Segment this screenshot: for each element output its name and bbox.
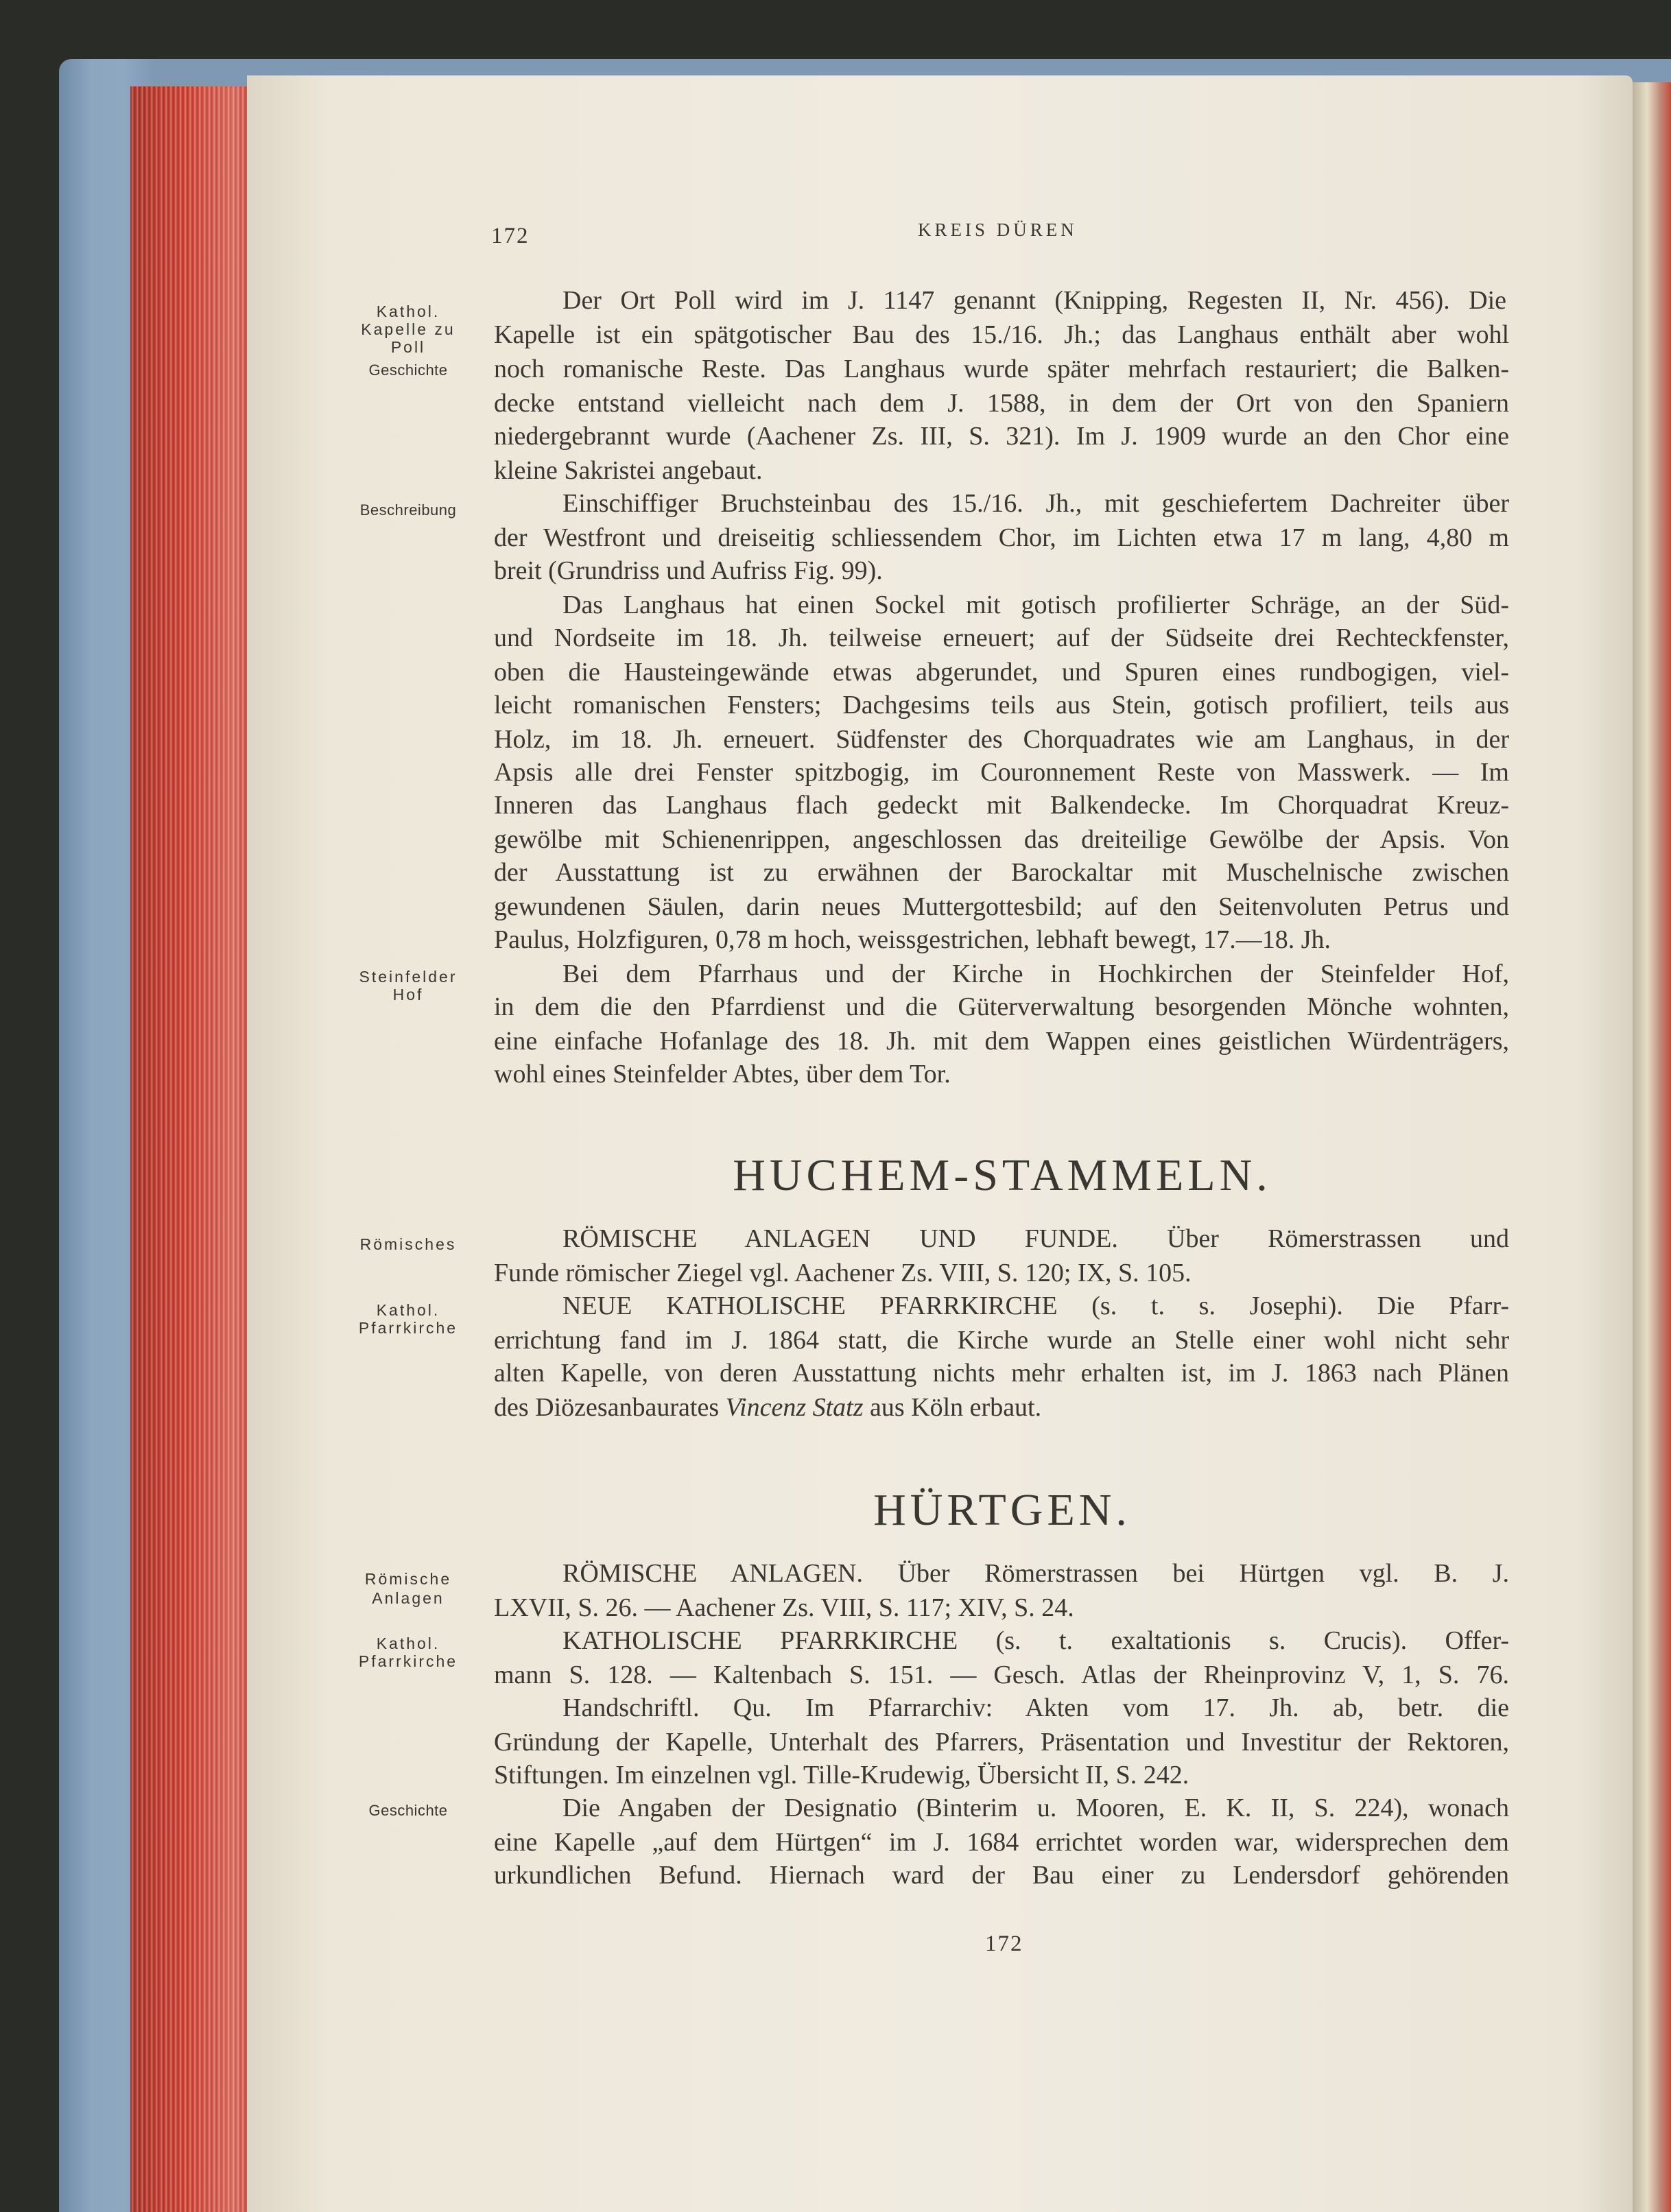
margin-note: Kathol. [376, 1634, 440, 1652]
text-segment: des Diözesanbaurates [494, 1393, 720, 1422]
text-line: eine Kapelle „auf dem Hürtgen“ im J. 1684 errichtet worden war, widersprechen dem [494, 1828, 1509, 1857]
text-line: in dem die den Pfarrdienst und die Güterverwaltung besorgenden Mönche wohnten, [494, 992, 1509, 1021]
margin-note: Römisches [359, 1235, 457, 1253]
text-line: mann S. 128. — Kaltenbach S. 151. — Gesch. Atlas der Rheinprovinz V, 1, S. 76. [494, 1661, 1509, 1689]
margin-note: Geschichte [368, 1802, 448, 1819]
text-line: Die Angaben der Designatio (Binterim u. Mooren, E. K. II, S. 224), wonach [562, 1794, 1509, 1822]
text-line: errichtung fand im J. 1864 statt, die Kirche wurde an Stelle einer wohl nicht sehr [494, 1326, 1509, 1355]
margin-note: Anlagen [372, 1589, 445, 1607]
text-line [494, 1392, 1041, 1423]
text-line: alten Kapelle, von deren Ausstattung nichts mehr erhalten ist, im J. 1863 nach Plänen [494, 1359, 1509, 1388]
text-line: der Westfront und dreiseitig schliessendem Chor, im Lichten etwa 17 m lang, 4,80 m [494, 523, 1509, 552]
page-block-shading [130, 86, 261, 2212]
margin-note: Pfarrkirche [358, 1319, 458, 1337]
text-line: urkundlichen Befund. Hiernach ward der Bau einer zu Lendersdorf gehörenden [494, 1861, 1509, 1890]
text-line: gewölbe mit Schienenrippen, angeschlossen das dreiteilige Gewölbe der Apsis. Von [494, 825, 1509, 854]
text-line: Inneren das Langhaus flach gedeckt mit Balkendecke. Im Chorquadrat Kreuz- [494, 791, 1509, 820]
section-heading: HUCHEM-STAMMELN. [733, 1150, 1272, 1200]
text-line: kleine Sakristei angebaut. [494, 456, 763, 485]
text-line: Funde römischer Ziegel vgl. Aachener Zs. VIII, S. 120; IX, S. 105. [494, 1259, 1192, 1287]
text-line: Einschiffiger Bruchsteinbau des 15./16. Jh., mit geschiefertem Dachreiter über [562, 489, 1509, 518]
text-line: NEUE KATHOLISCHE PFARRKIRCHE (s. t. s. Josephi). Die Pfarr- [562, 1292, 1509, 1320]
text-line: decke entstand vielleicht nach dem J. 1588, in dem der Ort von den Spaniern [494, 389, 1509, 418]
text-line: Das Langhaus hat einen Sockel mit gotisch profilierter Schräge, an der Süd- [562, 591, 1509, 619]
text-line: Stiftungen. Im einzelnen vgl. Tille-Krudewig, Übersicht II, S. 242. [494, 1761, 1189, 1789]
margin-note: Kathol. [376, 302, 440, 320]
text-line: breit (Grundriss und Aufriss Fig. 99). [494, 556, 883, 585]
text-line: eine einfache Hofanlage des 18. Jh. mit dem Wappen eines geistlichen Würdenträgers, [494, 1027, 1509, 1056]
text-line: gewundenen Säulen, darin neues Muttergottesbild; auf den Seitenvoluten Petrus und [494, 892, 1509, 921]
text-line: Holz, im 18. Jh. erneuert. Südfenster des Chorquadrates wie am Langhaus, in der [494, 725, 1509, 754]
footer-page-number: 172 [985, 1931, 1023, 1956]
margin-note: Poll [390, 338, 426, 356]
text-line: leicht romanischen Fensters; Dachgesims teils aus Stein, gotisch profiliert, teils aus [494, 691, 1509, 720]
text-line: und Nordseite im 18. Jh. teilweise erneuert; auf der Südseite drei Rechteckfenster, [494, 623, 1509, 652]
margin-note: Beschreibung [359, 501, 457, 519]
text-segment: aus Köln erbaut. [870, 1393, 1042, 1422]
text-line: Apsis alle drei Fenster spitzbogig, im Couronnement Reste von Masswerk. — Im [494, 758, 1509, 787]
text-line: noch romanische Reste. Das Langhaus wurde später mehrfach restauriert; die Balken- [494, 355, 1509, 383]
margin-note: Hof [392, 986, 424, 1003]
text-line: niedergebrannt wurde (Aachener Zs. III, S. 321). Im J. 1909 wurde an den Chor eine [494, 422, 1509, 451]
margin-note: Kathol. [376, 1301, 440, 1319]
text-line: RÖMISCHE ANLAGEN UND FUNDE. Über Römerstrassen und [562, 1224, 1509, 1253]
text-line: Paulus, Holzfiguren, 0,78 m hoch, weissgestrichen, lebhaft bewegt, 17.—18. Jh. [494, 925, 1331, 954]
text-line: LXVII, S. 26. — Aachener Zs. VIII, S. 117; XIV, S. 24. [494, 1593, 1074, 1622]
text-line: Der Ort Poll wird im J. 1147 genannt (Knipping, Regesten II, Nr. 456). Die [562, 286, 1506, 315]
section-heading: HÜRTGEN. [873, 1485, 1131, 1535]
margin-note: Geschichte [368, 361, 448, 379]
text-line: RÖMISCHE ANLAGEN. Über Römerstrassen bei Hürtgen vgl. B. J. [562, 1559, 1509, 1588]
running-title: KREIS DÜREN [918, 219, 1078, 240]
text-line: Bei dem Pfarrhaus und der Kirche in Hochkirchen der Steinfelder Hof, [562, 960, 1509, 988]
header-page-number: 172 [491, 224, 530, 248]
facing-page-edge [1631, 82, 1671, 2212]
text-line: Gründung der Kapelle, Unterhalt des Pfarrers, Präsentation und Investitur der Rektoren, [494, 1728, 1509, 1757]
person-name-italic: Vincenz Statz [725, 1393, 864, 1422]
text-line: Kapelle ist ein spätgotischer Bau des 15./16. Jh.; das Langhaus enthält aber wohl [494, 320, 1509, 349]
margin-note: Pfarrkirche [358, 1652, 458, 1670]
text-line: wohl eines Steinfelder Abtes, über dem Tor. [494, 1060, 951, 1089]
text-line: Handschriftl. Qu. Im Pfarrarchiv: Akten vom 17. Jh. ab, betr. die [562, 1693, 1509, 1722]
text-line: der Ausstattung ist zu erwähnen der Barockaltar mit Muschelnische zwischen [494, 858, 1509, 887]
margin-note: Kapelle zu [361, 320, 455, 338]
margin-note: Steinfelder [359, 968, 458, 986]
text-line: KATHOLISCHE PFARRKIRCHE (s. t. exaltationis s. Crucis). Offer- [562, 1626, 1509, 1655]
margin-note: Römische [364, 1570, 452, 1588]
text-line: oben die Hausteingewände etwas abgerundet, und Spuren eines rundbogigen, viel- [494, 658, 1509, 687]
